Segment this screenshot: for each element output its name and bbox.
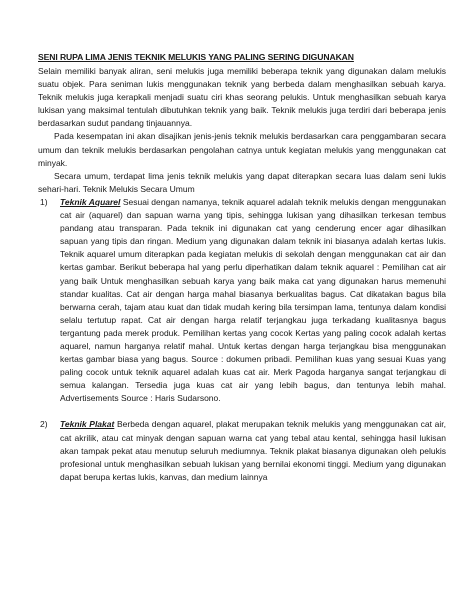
scope-paragraph: Pada kesempatan ini akan disajikan jenis-jenis teknik melukis berdasarkan cara penggambaran secara umum dan teknik melukis berdasarkan pengolahan catnya untuk kegiatan melukis yang menggunakan cat minyak. — [38, 131, 446, 168]
document-title: SENI RUPA LIMA JENIS TEKNIK MELUKIS YANG PALING SERING DIGUNAKAN — [38, 52, 354, 62]
item-body: Berbeda dengan aquarel, plakat merupakan teknik melukis yang menggunakan cat air, cat akrilik, atau cat minyak dengan sapuan warna cat yang tebal atau kental, sehingga hasil lukisan akan tampak pekat atau menutup seluruh mediumnya. Teknik plakat biasanya digunakan oleh pelukis profesional untuk menghasilkan sebuah lukisan yang bernilai ekonomi tinggi. Medium yang digunakan dapat berupa kertas lukis, kanvas, dan medium lainnya — [60, 419, 446, 482]
overview-paragraph: Secara umum, terdapat lima jenis teknik melukis yang dapat diterapkan secara luas dalam seni lukis sehari-hari. Teknik Melukis Secara Umum — [38, 170, 446, 194]
spacer — [38, 405, 446, 418]
item-body: Sesuai dengan namanya, teknik aquarel adalah teknik melukis dengan menggunakan cat air (aquarel) dan sapuan warna yang tipis, sehingga lukisan yang dihasilkan terkesan tembus pandang atau transparan. Pada teknik ini digunakan cat yang cenderung encer agar dihasilkan sapuan yang tipis dan ringan. Medium yang digunakan dalam teknik ini biasanya adalah kertas lukis. Teknik aquarel umum diterapkan pada kegiatan melukis di sekolah dengan menggunakan cat air dan kertas gambar. Berikut beberapa hal yang perlu diperhatikan dalam teknik aquarel : Pemilihan cat air yang baik Untuk menghasilkan sebuah karya yang baik maka cat yang digunakan harus memenuhi standar kualitas. Cat air dengan harga mahal biasanya berkualitas bagus. Cat dikatakan bagus bila berwarna cerah, tajam atau kuat dan tidak mudah kering bila tersimpan lama, tentunya dalam kondisi selalu tertutup rapat. Cat air dengan harga relatif terjangkau juga terkadang kualitasnya bagus tergantung pada merek produk. Pemilihan kertas yang cocok Kertas yang paling cocok adalah kertas aquarel, namun harganya relatif mahal. Untuk kertas dengan harga terjangkau bisa menggunakan kertas gambar biasa yang bagus. Source : dokumen pribadi. Pemilihan kuas yang sesuai Kuas yang paling cocok untuk teknik aquarel adalah kuas cat air. Merk Pagoda harganya sangat terjangkau di semua kalangan. Tersedia juga kuas cat air yang lebih bagus, dan tentunya lebih mahal. Advertisements Source : Haris Sudarsono. — [60, 196, 446, 404]
list-item-plakat — [38, 418, 446, 483]
list-number: 1) — [40, 196, 48, 207]
list-item-aquarel — [38, 196, 446, 406]
intro-paragraph: Selain memiliki banyak aliran, seni melukis juga memiliki beberapa teknik yang digunakan dalam melukis suatu objek. Para seniman lukis menggunakan teknik yang berbeda dalam menghasilkan sebuah karya. Teknik melukis juga kerapkali menjadi suatu ciri khas seorang pelukis. Untuk menghasilkan sebuah karya lukisan yang maksimal tentulah dibutuhkan teknik yang baik. Teknik melukis juga terdiri dari beberapa jenis berdasarkan sudut pandang tinjauannya. — [38, 66, 446, 129]
term-plakat: Teknik Plakat — [60, 419, 115, 430]
technique-list — [38, 196, 446, 484]
list-number: 2) — [40, 419, 48, 430]
term-aquarel: Teknik Aquarel — [60, 196, 121, 207]
